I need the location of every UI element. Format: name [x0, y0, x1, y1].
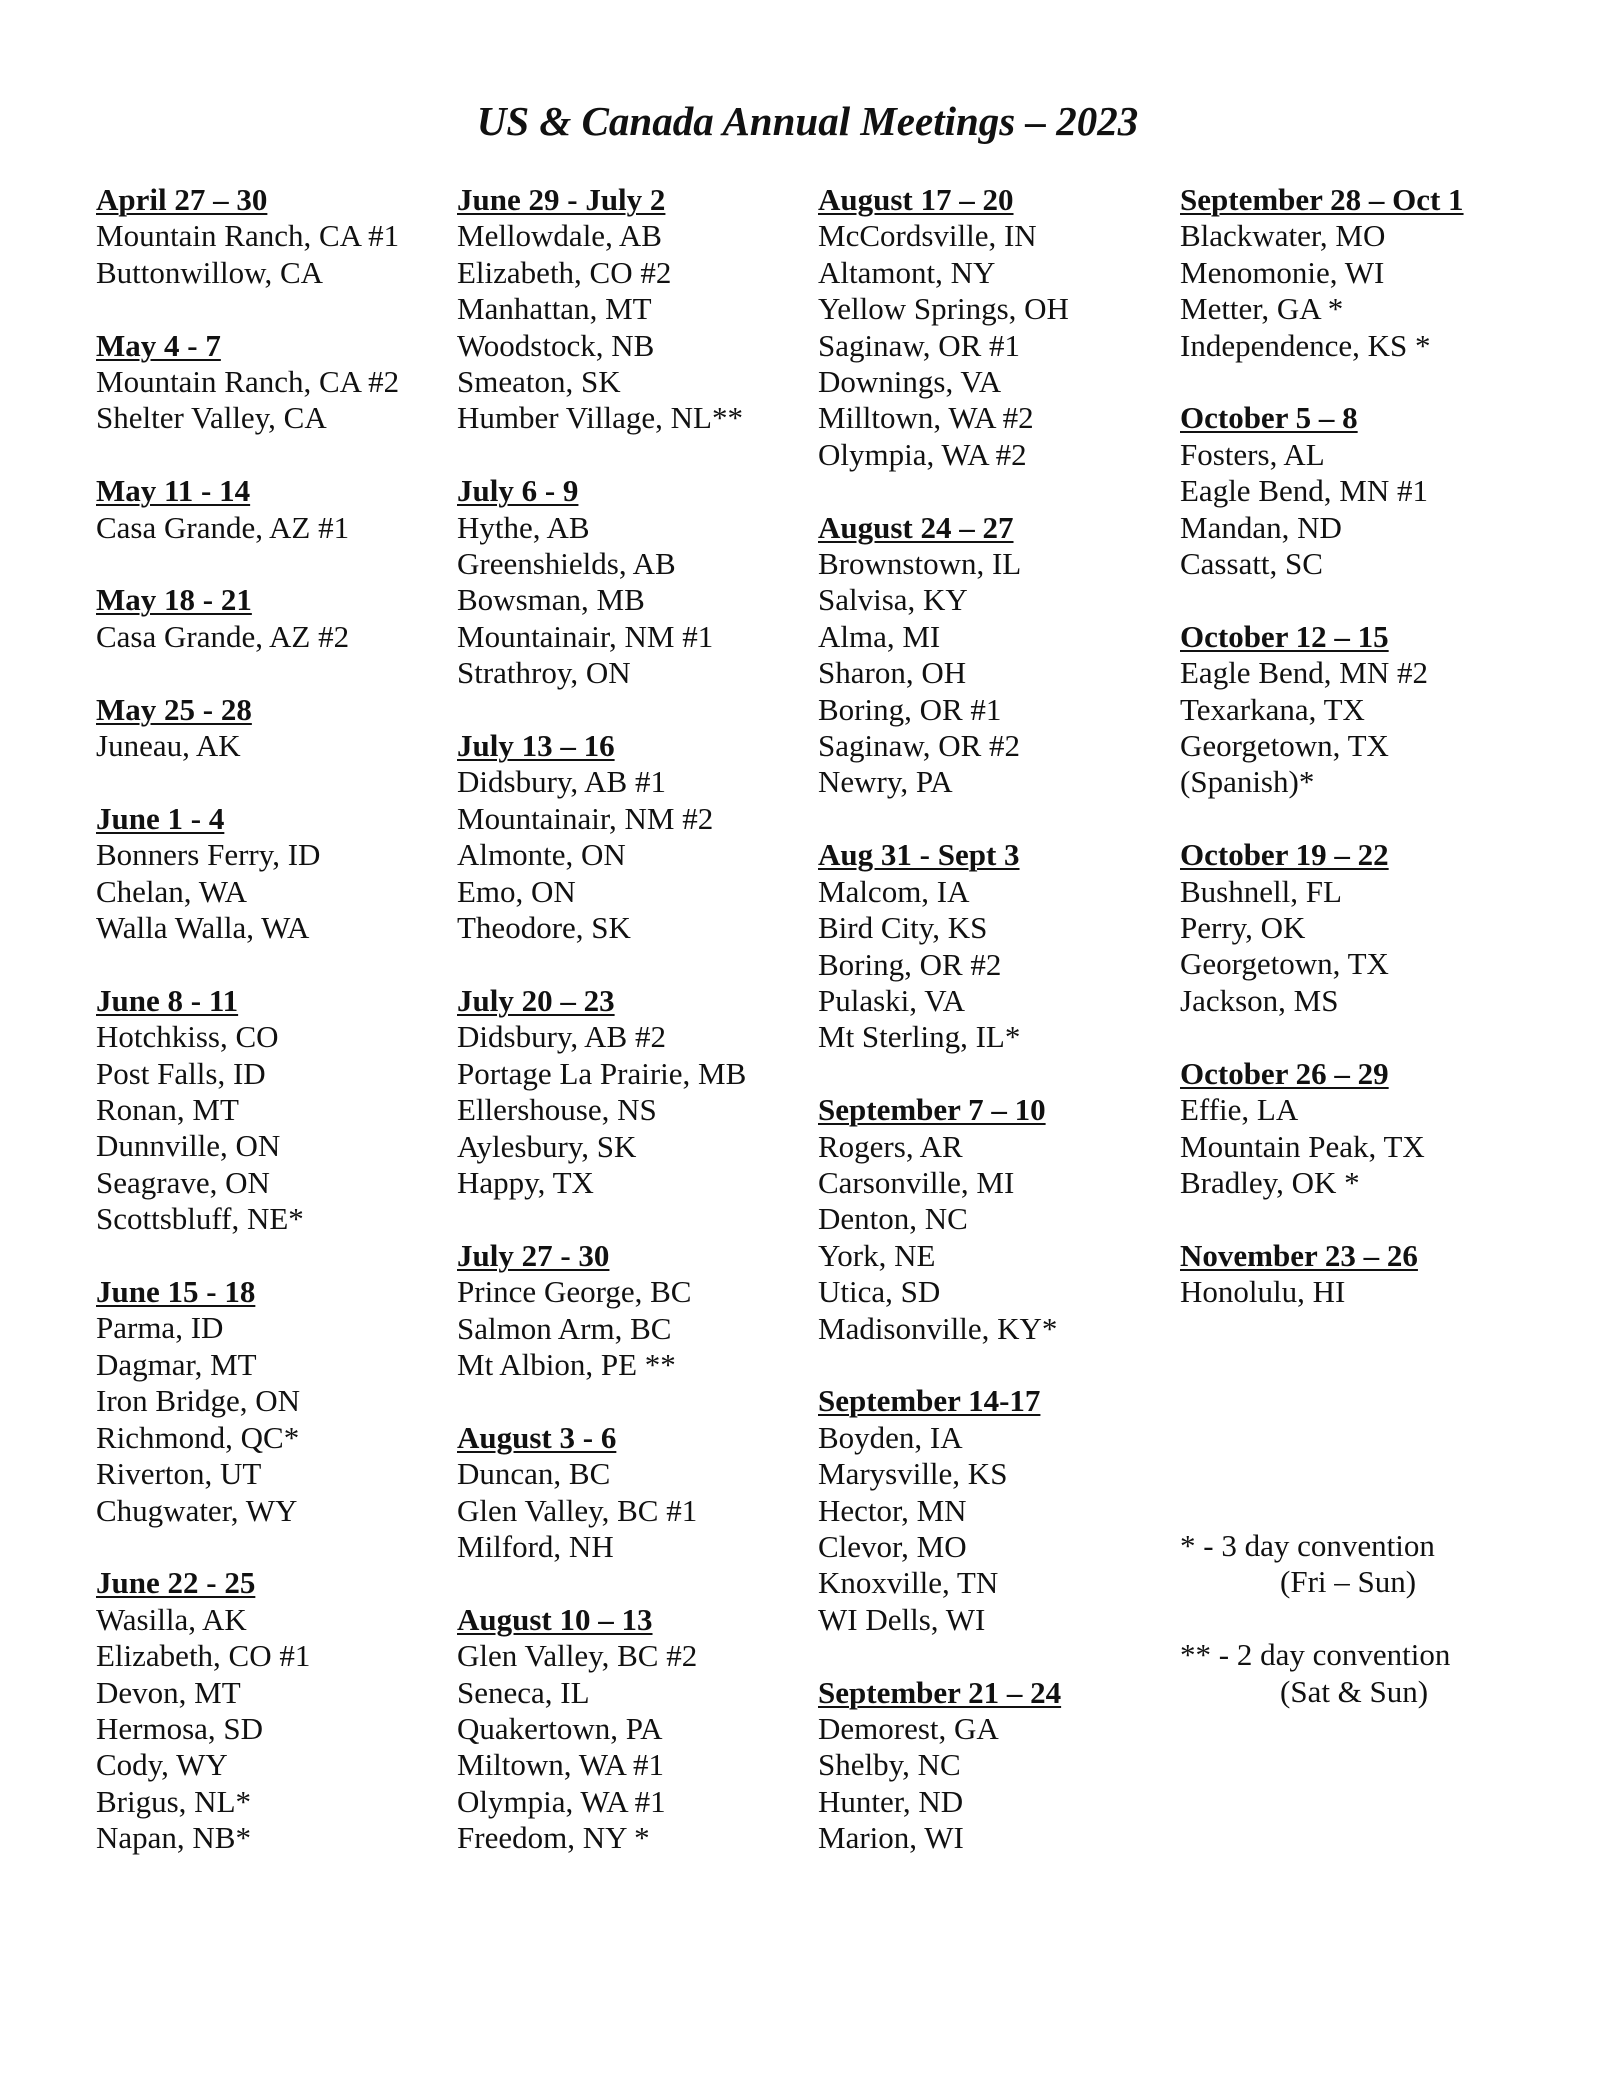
meeting-date-heading: June 15 - 18 — [96, 1274, 256, 1310]
meeting-group — [96, 983, 399, 1238]
meeting-location: Utica, SD — [818, 1274, 941, 1310]
meeting-location: Casa Grande, AZ #1 — [96, 509, 350, 545]
meeting-location: Emo, ON — [457, 873, 576, 909]
meeting-date-heading: August 17 – 20 — [818, 182, 1014, 217]
meeting-location: Mountainair, NM #2 — [457, 800, 714, 836]
meeting-date-heading: August 10 – 13 — [457, 1601, 653, 1637]
meeting-location: Brigus, NL* — [96, 1783, 251, 1819]
meeting-location: Shelter Valley, CA — [96, 400, 327, 436]
meeting-location: Hector, MN — [818, 1492, 967, 1528]
meeting-date-heading: July 6 - 9 — [457, 473, 579, 509]
footnote-label: ** - 2 day convention — [1180, 1637, 1451, 1673]
meeting-group — [457, 1420, 746, 1566]
meeting-date-heading: April 27 – 30 — [96, 182, 268, 217]
footnote-label: * - 3 day convention — [1180, 1528, 1435, 1563]
meeting-group — [818, 1675, 1069, 1857]
meeting-location: Demorest, GA — [818, 1710, 999, 1746]
meeting-location: Saginaw, OR #2 — [818, 728, 1021, 764]
footnote-2-day — [1180, 1637, 1450, 1710]
meeting-group — [96, 582, 399, 655]
meeting-location: Yellow Springs, OH — [818, 291, 1069, 327]
meeting-location: Olympia, WA #2 — [818, 436, 1027, 472]
meeting-location: Didsbury, AB #1 — [457, 764, 666, 800]
meeting-location: Mandan, ND — [1180, 509, 1342, 545]
meeting-location: Chelan, WA — [96, 873, 247, 909]
meeting-location: Blackwater, MO — [1180, 218, 1386, 254]
meeting-location: Smeaton, SK — [457, 364, 621, 400]
meeting-group — [1180, 1056, 1464, 1202]
meeting-location: Ellershouse, NS — [457, 1092, 657, 1128]
meeting-group — [96, 182, 399, 291]
meeting-group — [1180, 619, 1464, 801]
meeting-location: Aylesbury, SK — [457, 1128, 637, 1164]
meeting-location: Mountain Peak, TX — [1180, 1128, 1425, 1164]
meeting-location: Miltown, WA #1 — [457, 1747, 664, 1783]
meeting-location: Glen Valley, BC #2 — [457, 1638, 698, 1674]
meeting-date-heading: May 4 - 7 — [96, 327, 221, 363]
schedule-column-4 — [1180, 182, 1464, 1347]
meeting-location: Milford, NH — [457, 1528, 614, 1564]
meeting-group — [96, 1565, 399, 1856]
meeting-group — [818, 837, 1069, 1055]
meeting-group — [818, 182, 1069, 473]
meeting-location: Mt Sterling, IL* — [818, 1019, 1021, 1055]
meeting-date-heading: June 22 - 25 — [96, 1565, 256, 1601]
meeting-group — [457, 1238, 746, 1384]
meeting-location: Dagmar, MT — [96, 1346, 257, 1382]
meeting-location: Elizabeth, CO #1 — [96, 1638, 311, 1674]
meeting-location: Hythe, AB — [457, 509, 590, 545]
meeting-location: York, NE — [818, 1237, 936, 1273]
meeting-location: Almonte, ON — [457, 837, 626, 873]
meeting-location: Bradley, OK * — [1180, 1164, 1360, 1200]
meeting-location: Mountain Ranch, CA #2 — [96, 364, 400, 400]
meeting-location: Georgetown, TX — [1180, 728, 1389, 764]
meeting-location: Chugwater, WY — [96, 1492, 298, 1528]
meeting-group — [96, 801, 399, 947]
meeting-location: Olympia, WA #1 — [457, 1783, 666, 1819]
meeting-location: Wasilla, AK — [96, 1601, 247, 1637]
meeting-location: Dunnville, ON — [96, 1128, 281, 1164]
meeting-location: Ronan, MT — [96, 1092, 239, 1128]
meeting-location: Prince George, BC — [457, 1274, 692, 1310]
meeting-location: Napan, NB* — [96, 1820, 251, 1856]
meeting-location: Georgetown, TX — [1180, 946, 1389, 982]
meeting-location: Eagle Bend, MN #1 — [1180, 473, 1428, 509]
meeting-location: Manhattan, MT — [457, 291, 652, 327]
meeting-location: Strathroy, ON — [457, 655, 631, 691]
meeting-location: Altamont, NY — [818, 254, 996, 290]
meeting-location: Elizabeth, CO #2 — [457, 254, 672, 290]
meeting-date-heading: August 24 – 27 — [818, 509, 1014, 545]
meeting-location: Cody, WY — [96, 1747, 228, 1783]
meeting-date-heading: November 23 – 26 — [1180, 1237, 1418, 1273]
meeting-location: Casa Grande, AZ #2 — [96, 618, 350, 654]
meeting-location: Glen Valley, BC #1 — [457, 1492, 698, 1528]
meeting-location: Perry, OK — [1180, 910, 1306, 946]
meeting-location: Clevor, MO — [818, 1528, 967, 1564]
meeting-date-heading: July 20 – 23 — [457, 982, 615, 1018]
meeting-location: Riverton, UT — [96, 1456, 262, 1492]
schedule-column-1 — [96, 182, 399, 1893]
meeting-location: Downings, VA — [818, 364, 1002, 400]
meeting-date-heading: September 28 – Oct 1 — [1180, 182, 1464, 217]
meeting-group — [457, 1602, 746, 1857]
meeting-location: Saginaw, OR #1 — [818, 327, 1021, 363]
meeting-location: Rogers, AR — [818, 1128, 963, 1164]
footnote-3-day — [1180, 1528, 1450, 1601]
meeting-location: Mountainair, NM #1 — [457, 618, 714, 654]
meeting-location: Bowsman, MB — [457, 582, 645, 618]
meeting-location: Boyden, IA — [818, 1419, 963, 1455]
meeting-location: Woodstock, NB — [457, 327, 655, 363]
meeting-location: Mellowdale, AB — [457, 218, 662, 254]
meeting-date-heading: September 7 – 10 — [818, 1092, 1046, 1128]
meeting-location: Eagle Bend, MN #2 — [1180, 655, 1428, 691]
meeting-group — [457, 983, 746, 1201]
meeting-location: Richmond, QC* — [96, 1419, 300, 1455]
footnotes — [1180, 1528, 1450, 1746]
meeting-location: Happy, TX — [457, 1164, 594, 1200]
meeting-group — [96, 1274, 399, 1529]
meeting-location: Denton, NC — [818, 1201, 968, 1237]
meeting-location: Seneca, IL — [457, 1674, 590, 1710]
meeting-location: Madisonville, KY* — [818, 1310, 1058, 1346]
footnote-detail: (Fri – Sun) — [1280, 1564, 1417, 1600]
meeting-date-heading: October 5 – 8 — [1180, 400, 1358, 436]
meeting-location: Iron Bridge, ON — [96, 1383, 301, 1419]
meeting-location: Alma, MI — [818, 618, 941, 654]
meeting-location: Cassatt, SC — [1180, 546, 1323, 582]
meeting-date-heading: September 21 – 24 — [818, 1674, 1062, 1710]
meeting-location: Seagrave, ON — [96, 1164, 270, 1200]
meeting-location: Fosters, AL — [1180, 436, 1325, 472]
meeting-location: Independence, KS * — [1180, 327, 1431, 363]
meeting-location: Malcom, IA — [818, 873, 970, 909]
meeting-date-heading: June 8 - 11 — [96, 982, 239, 1018]
meeting-location: Milltown, WA #2 — [818, 400, 1034, 436]
meeting-group — [96, 692, 399, 765]
meeting-location: Metter, GA * — [1180, 291, 1344, 327]
meeting-group — [1180, 1238, 1464, 1311]
meeting-group — [818, 1383, 1069, 1638]
meeting-group — [1180, 400, 1464, 582]
meeting-location: Newry, PA — [818, 764, 953, 800]
meeting-location: WI Dells, WI — [818, 1601, 986, 1637]
meeting-date-heading: October 26 – 29 — [1180, 1055, 1389, 1091]
meeting-location: Hotchkiss, CO — [96, 1019, 279, 1055]
meeting-location: Sharon, OH — [818, 655, 967, 691]
schedule-column-2 — [457, 182, 746, 1893]
meeting-date-heading: Aug 31 - Sept 3 — [818, 837, 1020, 873]
meeting-location: Greenshields, AB — [457, 546, 676, 582]
meeting-group — [818, 510, 1069, 801]
meeting-location: McCordsville, IN — [818, 218, 1037, 254]
meeting-group — [96, 328, 399, 437]
meeting-location: Marion, WI — [818, 1820, 964, 1856]
meeting-location: Salvisa, KY — [818, 582, 968, 618]
schedule-column-3 — [818, 182, 1069, 1893]
meeting-location: Didsbury, AB #2 — [457, 1019, 666, 1055]
meeting-location: Juneau, AK — [96, 728, 241, 764]
meeting-date-heading: May 18 - 21 — [96, 582, 252, 618]
meeting-location: Buttonwillow, CA — [96, 254, 324, 290]
meeting-location: Salmon Arm, BC — [457, 1310, 672, 1346]
meeting-location: Honolulu, HI — [1180, 1274, 1346, 1310]
meeting-location: Post Falls, ID — [96, 1055, 266, 1091]
meeting-location: Quakertown, PA — [457, 1710, 663, 1746]
meeting-date-heading: June 1 - 4 — [96, 800, 225, 836]
page-title: US & Canada Annual Meetings – 2023 — [476, 98, 1139, 144]
meeting-date-heading: June 29 - July 2 — [457, 182, 666, 217]
meeting-location: Bonners Ferry, ID — [96, 837, 321, 873]
meeting-group — [457, 182, 746, 437]
meeting-location: Mt Albion, PE ** — [457, 1346, 676, 1382]
meeting-date-heading: October 19 – 22 — [1180, 837, 1389, 873]
meeting-location: Boring, OR #2 — [818, 946, 1002, 982]
meeting-date-heading: July 27 - 30 — [457, 1237, 610, 1273]
meeting-group — [96, 473, 399, 546]
meeting-location: Shelby, NC — [818, 1747, 961, 1783]
meeting-location: Pulaski, VA — [818, 982, 966, 1018]
meeting-location: Knoxville, TN — [818, 1565, 999, 1601]
meeting-location: Hermosa, SD — [96, 1710, 264, 1746]
meeting-date-heading: July 13 – 16 — [457, 728, 615, 764]
meeting-date-heading: October 12 – 15 — [1180, 618, 1389, 654]
footnote-detail: (Sat & Sun) — [1280, 1673, 1429, 1709]
meeting-location: Brownstown, IL — [818, 546, 1022, 582]
meeting-group — [457, 473, 746, 691]
meeting-location: Hunter, ND — [818, 1783, 964, 1819]
meeting-location: Freedom, NY * — [457, 1820, 650, 1856]
meeting-group — [457, 728, 746, 946]
meeting-location: Bird City, KS — [818, 910, 988, 946]
meeting-group — [818, 1092, 1069, 1347]
meeting-date-heading: May 11 - 14 — [96, 473, 251, 509]
meeting-location: Duncan, BC — [457, 1456, 611, 1492]
meeting-location: Scottsbluff, NE* — [96, 1201, 304, 1237]
meeting-location: Effie, LA — [1180, 1092, 1299, 1128]
meeting-location: Jackson, MS — [1180, 982, 1339, 1018]
meeting-location: Parma, ID — [96, 1310, 224, 1346]
meeting-date-heading: August 3 - 6 — [457, 1419, 617, 1455]
meeting-location: Texarkana, TX — [1180, 691, 1365, 727]
meeting-location: Devon, MT — [96, 1674, 241, 1710]
meeting-location: Theodore, SK — [457, 910, 631, 946]
meeting-location: Bushnell, FL — [1180, 873, 1342, 909]
meeting-group — [1180, 182, 1464, 364]
meeting-location: Walla Walla, WA — [96, 910, 310, 946]
meeting-location: Marysville, KS — [818, 1456, 1008, 1492]
meeting-location: (Spanish)* — [1180, 764, 1315, 800]
meeting-location: Boring, OR #1 — [818, 691, 1002, 727]
meeting-location: Menomonie, WI — [1180, 254, 1385, 290]
meeting-location: Carsonville, MI — [818, 1164, 1015, 1200]
meeting-location: Humber Village, NL** — [457, 400, 743, 436]
meeting-location: Portage La Prairie, MB — [457, 1055, 747, 1091]
meeting-location: Mountain Ranch, CA #1 — [96, 218, 400, 254]
meeting-date-heading: September 14-17 — [818, 1383, 1041, 1419]
meeting-group — [1180, 837, 1464, 1019]
meeting-date-heading: May 25 - 28 — [96, 691, 252, 727]
